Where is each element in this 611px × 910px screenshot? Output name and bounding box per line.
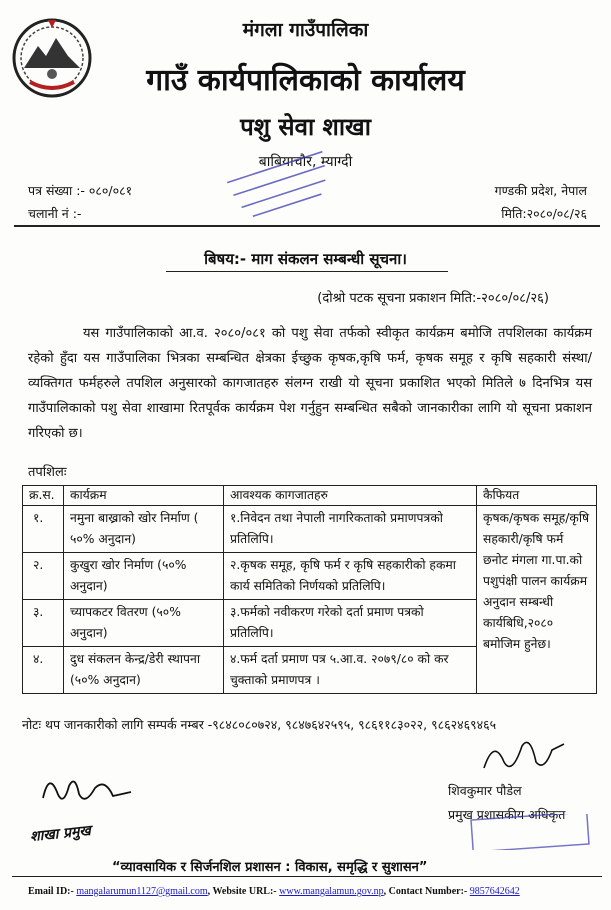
contact-number-label: , Contact Number:- xyxy=(383,886,468,897)
table-row xyxy=(23,506,597,553)
contact-number-link[interactable]: 9857642642 xyxy=(469,886,520,897)
subject-title: बिषय:- माग संकलन सम्बन्धी सूचना। xyxy=(204,250,407,268)
row-sn: ४. xyxy=(23,647,64,694)
office-address: बाबियाचौर, म्याग्दी xyxy=(258,154,353,170)
second-notice-date: (दोश्रो पटक सूचना प्रकाशन मिति:-२०८०/०८/२६) xyxy=(317,291,549,306)
website-link[interactable]: www.mangalamun.gov.np xyxy=(279,886,384,897)
dispatch-number: चलानी नं :- xyxy=(28,206,82,221)
office-name: गाउँ कार्यपालिकाको कार्यालय xyxy=(146,63,465,98)
row-documents: १.निवेदन तथा नेपाली नागरिकताको प्रमाणपत्रको प्रतिलिपि। xyxy=(224,506,477,553)
subject-underline xyxy=(166,271,448,272)
email-label: Email ID:- xyxy=(28,886,74,897)
letter-number: पत्र संख्या :- ०८०/०८१ xyxy=(28,183,133,198)
row-sn: ३. xyxy=(23,600,64,647)
row-program: दुध संकलन केन्द्र/डेरी स्थापना (५०% अनुदान) xyxy=(64,647,224,694)
letter-date: मिति:२०८०/०८/२६ xyxy=(501,206,587,221)
row-sn: २. xyxy=(23,553,64,600)
website-label: , Website URL:- xyxy=(207,886,277,897)
table-label: तपशिलः xyxy=(28,465,67,480)
header-documents: आवश्यक कागजातहरु xyxy=(224,486,477,506)
row-documents: ४.फर्म दर्ता प्रमाण पत्र ५.आ.व. २०७९/८० को कर चुक्ताको प्रमाणपत्र । xyxy=(224,647,477,694)
province-text: गण्डकी प्रदेश, नेपाल xyxy=(494,183,587,198)
notice-body: यस गाउँपालिकाको आ.व. २०८०/०८१ को पशु सेवा तर्फको स्वीकृत कार्यक्रम बमोजि तपशिलका कार्यक्रम रहेको हुँदा यस गाउँपालिका भित्रका सम्बन्धित क्षेत्रका ईच्छुक कृषक,कृषि फर्म, कृषक समूह र कृषि सहकारी संस्था/व्यक्तिगत फर्महरुले तपशिल अनुसारको कागजातहरु संलग्न राखी यो सूचना प्रकाशित भएको मितिले ७ दिनभित्र यस गाउँपालिकाको पशु सेवा शाखामा रितपूर्वक कार्यक्रम पेश गर्नुहुन सम्बन्धित सबैको जानकारीका लागि यो सूचना प्रकाशन गरिएको छ। xyxy=(28,326,592,441)
header-program: कार्यक्रम xyxy=(64,486,224,506)
row-documents: २.कृषक समूह, कृषि फर्म र कृषि सहकारीको हकमा कार्य समितिको निर्णयको प्रतिलिपि। xyxy=(224,553,477,600)
row-program: च्यापकटर वितरण (५०% अनुदान) xyxy=(64,600,224,647)
contact-footnote: नोटः थप जानकारीको लागि सम्पर्क नम्बर -९८४८०८०७२४, ९८४७६४२५९५, ९८६११८३०२२, ९८६२४६९४६५ xyxy=(22,717,497,732)
contact-line xyxy=(28,886,520,897)
table-header-row xyxy=(23,486,597,506)
footer-divider xyxy=(12,876,602,877)
section-chief-label: शाखा प्रमुख xyxy=(29,822,92,846)
row-program: कुखुरा खोर निर्माण (५०% अनुदान) xyxy=(64,553,224,600)
row-program: नमुना बाख्राको खोर निर्माण ( ५०% अनुदान) xyxy=(64,506,224,553)
officer-signature xyxy=(478,732,570,780)
municipality-name: मंगला गाउँपालिका xyxy=(242,19,369,41)
office-slogan: “व्यावसायिक र सिर्जनशिल प्रशासन : विकास, समृद्धि र सुशासन” xyxy=(112,860,428,875)
row-documents: ३.फर्मको नवीकरण गरेको दर्ता प्रमाण पत्रको प्रतिलिपि। xyxy=(224,600,477,647)
header-remarks: कैफियत xyxy=(477,486,597,506)
row-sn: १. xyxy=(23,506,64,553)
header-divider xyxy=(14,225,600,227)
remarks-cell: कृषक/कृषक समूह/कृषि सहकारी/कृषि फर्म छनोट मंगला गा.पा.को पशुपंक्षी पालन कार्यक्रम अनुदान सम्बन्धी कार्यबिधि,२०८० बमोजिम हुनेछ। xyxy=(477,506,597,694)
email-link[interactable]: mangalarumun1127@gmail.com xyxy=(76,886,208,897)
section-chief-signature xyxy=(35,768,145,814)
header-sn: क्र.स. xyxy=(23,486,64,506)
officer-name: शिवकुमार पौडेल xyxy=(448,783,522,798)
officer-name-stamp xyxy=(470,814,590,850)
office-seal-stamp xyxy=(222,148,340,218)
section-name: पशु सेवा शाखा xyxy=(240,113,371,141)
officer-title: प्रमुख प्रशासकीय अधिकृत xyxy=(448,807,566,822)
program-table xyxy=(22,485,597,694)
